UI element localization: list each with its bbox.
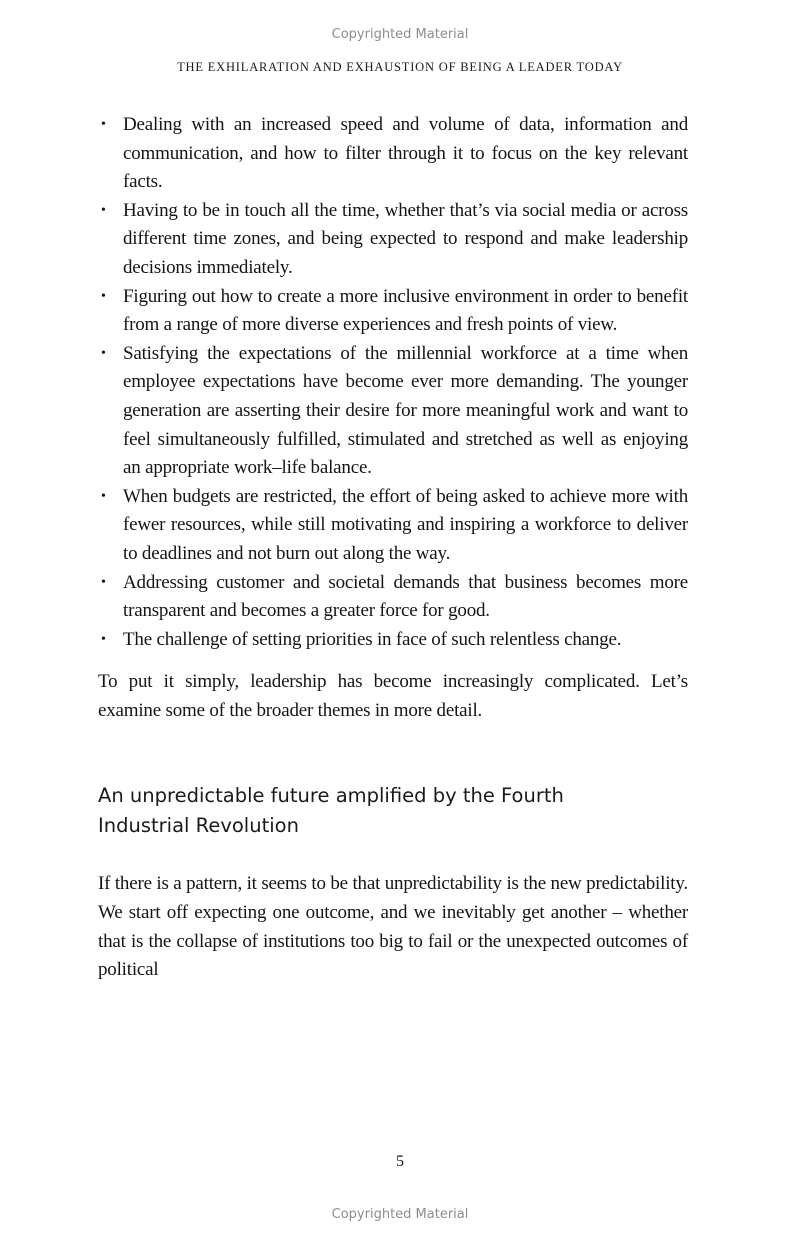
bullet-item: [98, 483, 688, 569]
bullet-item: [98, 283, 688, 340]
running-header: THE EXHILARATION AND EXHAUSTION OF BEING A LEADER TODAY: [177, 60, 623, 74]
section-heading: An unpredictable future amplified by the Fourth Industrial Revolution: [98, 784, 564, 837]
bullet-item: [98, 197, 688, 283]
bullet-item: [98, 111, 688, 197]
bullet-icon: •: [101, 574, 106, 590]
bullet-item: [98, 340, 688, 483]
bullet-icon: •: [101, 202, 106, 218]
bullet-text: The challenge of setting priorities in face of such relentless change.: [123, 628, 622, 650]
bullet-item: [98, 569, 688, 626]
copyright-top-label: Copyrighted Material: [331, 27, 469, 42]
bullet-item: [98, 626, 688, 655]
copyright-bottom-label: Copyrighted Material: [331, 1207, 469, 1222]
bullet-icon: •: [101, 488, 106, 504]
bullet-text: Having to be in touch all the time, whether that’s via social media or across different time zones, and being expected to respond and make leadership decisions immediately.: [123, 199, 688, 278]
bullet-text: Satisfying the expectations of the millennial workforce at a time when employee expectations have become ever more demanding. The younger generation are asserting their desire for more meaningful work and want to feel simultaneously fulfilled, stimulated and stretched as well as enjoying an appropriate work–life balance.: [123, 342, 688, 479]
bullet-text: Figuring out how to create a more inclusive environment in order to benefit from a range of more diverse experiences and fresh points of view.: [123, 285, 688, 336]
bullet-icon: •: [101, 288, 106, 304]
bullet-text: Dealing with an increased speed and volume of data, information and communication, and how to filter through it to focus on the key relevant facts.: [123, 114, 688, 193]
bullet-list: [98, 111, 688, 654]
paragraph-summary: To put it simply, leadership has become increasingly complicated. Let’s examine some of the broader themes in more detail.: [98, 671, 688, 721]
bullet-icon: •: [101, 117, 106, 132]
paragraph-body: If there is a pattern, it seems to be that unpredictability is the new predictability. We start off expecting one outcome, and we inevitably get another – whether that is the collapse of institutions too big to fail or the unexpected outcomes of political: [98, 873, 688, 981]
bullet-icon: •: [101, 631, 106, 647]
bullet-text: When budgets are restricted, the effort of being asked to achieve more with fewer resources, while still motivating and inspiring a workforce to deliver to deadlines and not burn out along the way.: [123, 485, 688, 564]
page-number: 5: [396, 1153, 404, 1170]
bullet-text: Addressing customer and societal demands that business becomes more transparent and becomes a greater force for good.: [123, 571, 688, 622]
bullet-icon: •: [101, 345, 106, 361]
page-body: [98, 111, 688, 985]
